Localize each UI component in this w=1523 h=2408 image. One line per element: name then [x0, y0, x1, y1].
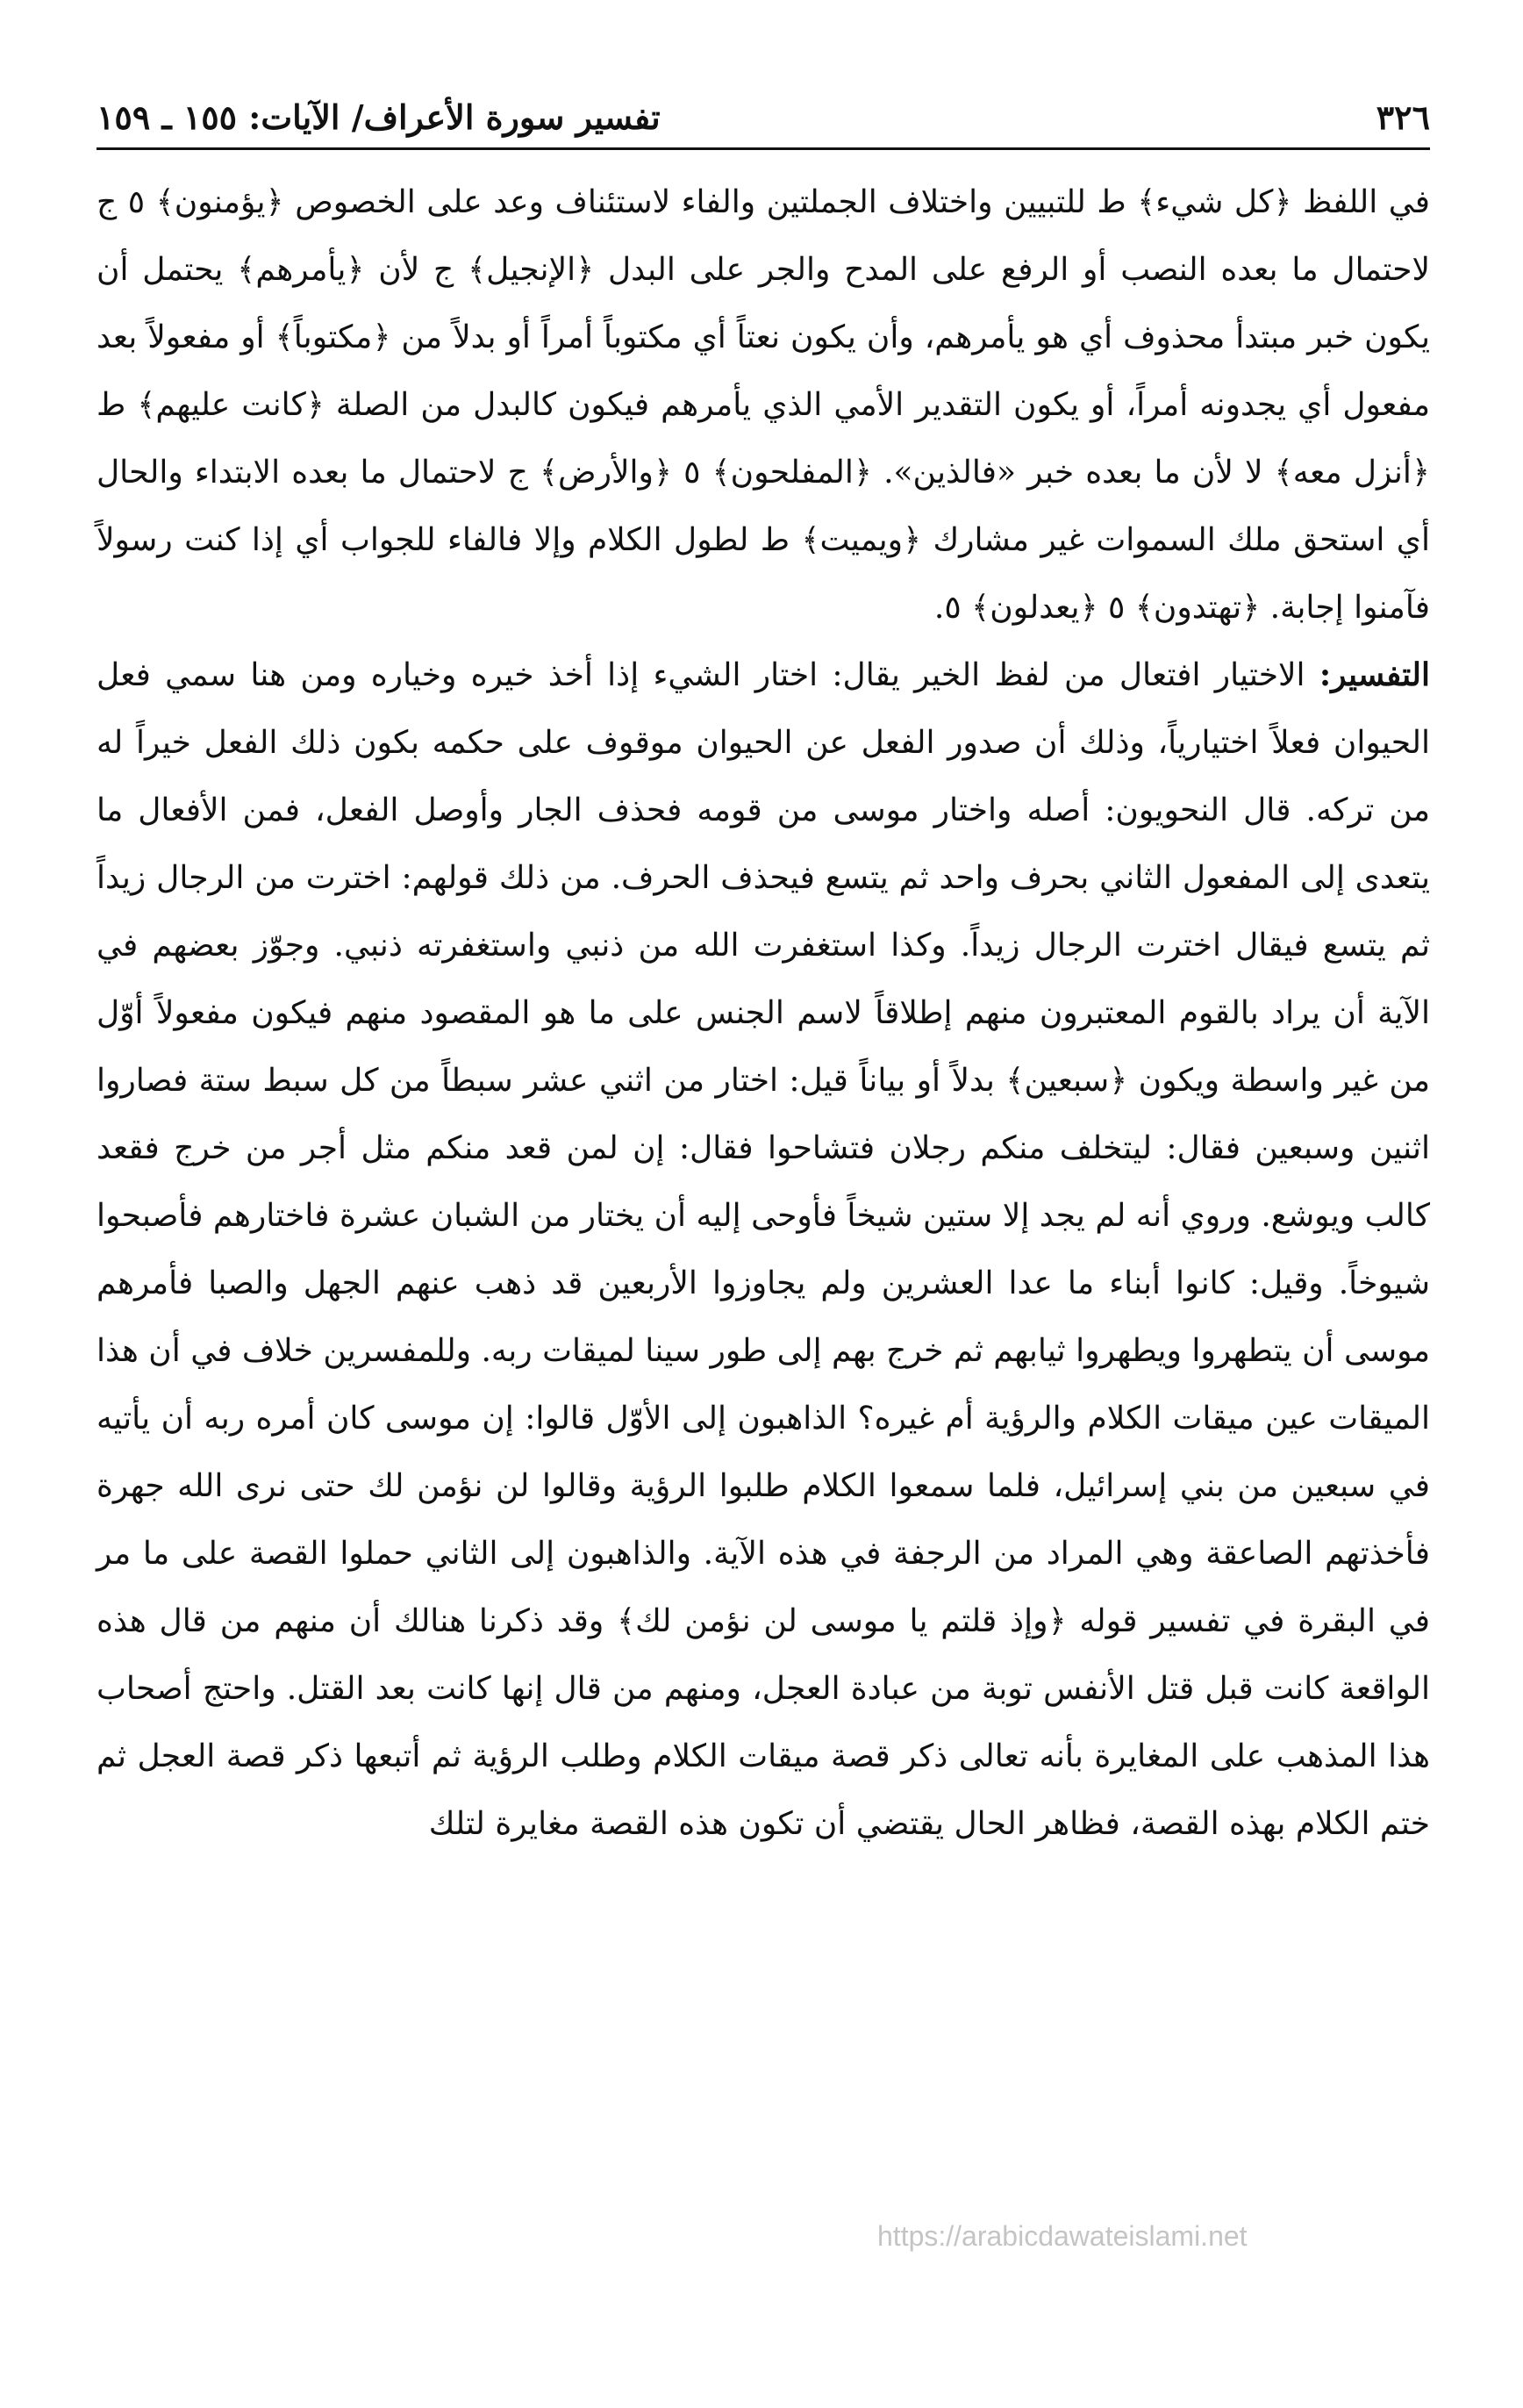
- watermark-url: https://arabicdawateislami.net: [877, 2220, 1248, 2252]
- paragraph-text: في اللفظ ﴿كل شيء﴾ ط للتبيين واختلاف الجملتين والفاء لاستئناف وعد على الخصوص ﴿يؤمنون﴾ ٥ ج لاحتمال ما بعده النصب أو الرفع على المدح والجر على البدل ﴿الإنجيل﴾ ج لأن ﴿يأمرهم﴾ يحتمل أن يكون خبر مبتدأ محذوف أي هو يأمرهم، وأن يكون نعتاً أي مكتوباً أمراً أو بدلاً من ﴿مكتوباً﴾ أو مفعولاً بعد مفعول أي يجدونه أمراً، أو يكون التقدير الأمي الذي يأمرهم فيكون كالبدل من الصلة ﴿كانت عليهم﴾ ط ﴿أنزل معه﴾ لا لأن ما بعده خبر «فالذين». ﴿المفلحون﴾ ٥ ﴿والأرض﴾ ج لاحتمال ما بعده الابتداء والحال أي استحق ملك السموات غير مشارك ﴿ويميت﴾ ط لطول الكلام وإلا فالفاء للجواب أي إذا كنت رسولاً فآمنوا إجابة. ﴿تهتدون﴾ ٥ ﴿يعدلون﴾ ٥.: [97, 184, 1430, 626]
- page-number: ٣٢٦: [1376, 97, 1430, 137]
- paragraph-waqf-notes: [97, 168, 1430, 641]
- paragraph-tafsir: [97, 641, 1430, 1858]
- paragraph-text: الاختيار افتعال من لفظ الخير يقال: اختار الشيء إذا أخذ خيره وخياره ومن هنا سمي فعل الحيوان فعلاً اختيارياً، وذلك أن صدور الفعل عن الحيوان موقوف على حكمه بكون ذلك الفعل خيراً له من تركه. قال النحويون: أصله واختار موسى من قومه فحذف الجار وأوصل الفعل، فمن الأفعال ما يتعدى إلى المفعول الثاني بحرف واحد ثم يتسع فيحذف الحرف. من ذلك قولهم: اخترت من الرجال زيداً ثم يتسع فيقال اخترت الرجال زيداً. وكذا استغفرت الله من ذنبي واستغفرته ذنبي. وجوّز بعضهم في الآية أن يراد بالقوم المعتبرون منهم إطلاقاً لاسم الجنس على ما هو المقصود منهم فيكون مفعولاً أوّل من غير واسطة ويكون ﴿سبعين﴾ بدلاً أو بياناً قيل: اختار من اثني عشر سبطاً من كل سبط ستة فصاروا اثنين وسبعين فقال: ليتخلف منكم رجلان فتشاحوا فقال: إن لمن قعد منكم مثل أجر من خرج فقعد كالب ويوشع. وروي أنه لم يجد إلا ستين شيخاً فأوحى إليه أن يختار من الشبان عشرة فاختارهم فأصبحوا شيوخاً. وقيل: كانوا أبناء ما عدا العشرين ولم يجاوزوا الأربعين قد ذهب عنهم الجهل والصبا فأمرهم موسى أن يتطهروا ويطهروا ثيابهم ثم خرج بهم إلى طور سينا لميقات ربه. وللمفسرين خلاف في أن هذا الميقات عين ميقات الكلام والرؤية أم غيره؟ الذاهبون إلى الأوّل قالوا: إن موسى كان أمره ربه أن يأتيه في سبعين من بني إسرائيل، فلما سمعوا الكلام طلبوا الرؤية وقالوا لن نؤمن لك حتى نرى الله جهرة فأخذتهم الصاعقة وهي المراد من الرجفة في هذه الآية. والذاهبون إلى الثاني حملوا القصة على ما مر في البقرة في تفسير قوله ﴿وإذ قلتم يا موسى لن نؤمن لك﴾ وقد ذكرنا هنالك أن منهم من قال هذه الواقعة كانت قبل قتل الأنفس توبة من عبادة العجل، ومنهم من قال إنها كانت بعد القتل. واحتج أصحاب هذا المذهب على المغايرة بأنه تعالى ذكر قصة ميقات الكلام وطلب الرؤية ثم أتبعها ذكر قصة العجل ثم ختم الكلام بهذه القصة، فظاهر الحال يقتضي أن تكون هذه القصة مغايرة لتلك: [96, 657, 1431, 1842]
- tafsir-heading: التفسير:: [1319, 656, 1430, 693]
- body-text: [97, 168, 1430, 1858]
- running-header: [97, 91, 1430, 144]
- header-rule: [97, 147, 1430, 150]
- running-title: تفسير سورة الأعراف/ الآيات: ١٥٥ ـ ١٥٩: [97, 97, 661, 137]
